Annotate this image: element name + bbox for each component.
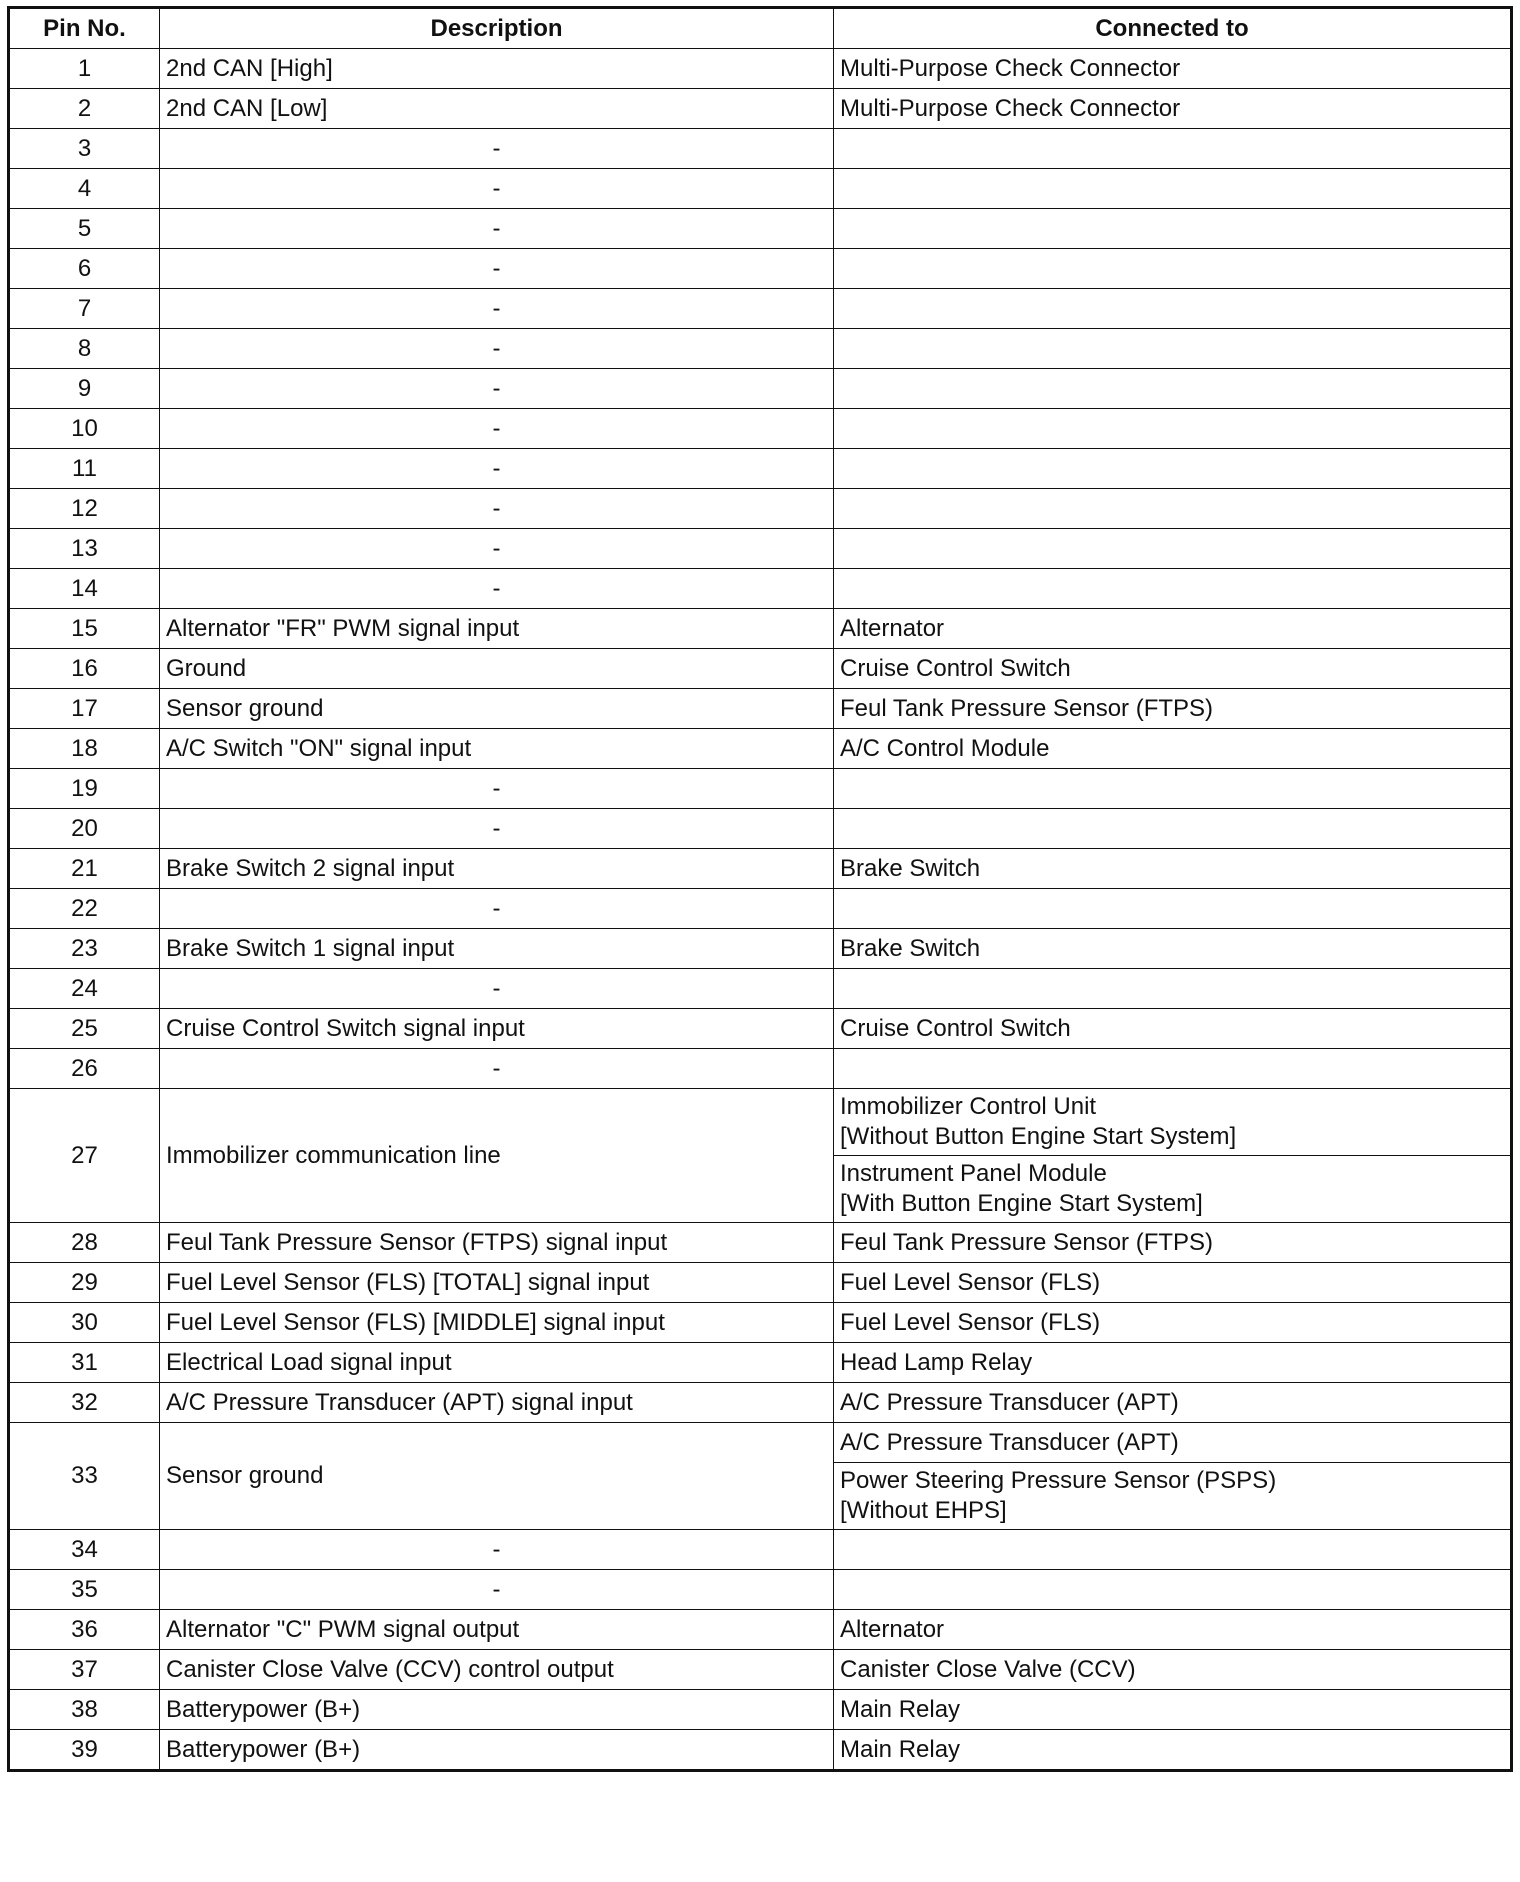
pin-number-cell: 11 <box>9 449 160 489</box>
description-cell: Cruise Control Switch signal input <box>160 1009 834 1049</box>
connected-to-line: [Without Button Engine Start System] <box>840 1123 1237 1150</box>
connected-to-cell: Main Relay <box>834 1730 1512 1771</box>
description-cell: - <box>160 889 834 929</box>
description-cell: - <box>160 329 834 369</box>
description-cell: - <box>160 1570 834 1610</box>
description-cell: - <box>160 449 834 489</box>
table-row <box>9 1530 1512 1570</box>
pin-number-cell: 13 <box>9 529 160 569</box>
connected-to-cell <box>834 409 1512 449</box>
connected-to-line: Instrument Panel Module <box>840 1160 1107 1187</box>
pin-number-cell: 37 <box>9 1650 160 1690</box>
pin-number-cell: 31 <box>9 1343 160 1383</box>
description-cell: Immobilizer communication line <box>160 1089 834 1223</box>
table-row <box>9 489 1512 529</box>
table-row <box>9 1263 1512 1303</box>
header-connected-to: Connected to <box>834 8 1512 49</box>
connected-to-cell: Head Lamp Relay <box>834 1343 1512 1383</box>
pin-number-cell: 12 <box>9 489 160 529</box>
pin-number-cell: 23 <box>9 929 160 969</box>
pin-number-cell: 25 <box>9 1009 160 1049</box>
table-row <box>9 329 1512 369</box>
table-row <box>9 649 1512 689</box>
description-cell: A/C Switch "ON" signal input <box>160 729 834 769</box>
pin-number-cell: 38 <box>9 1690 160 1730</box>
table-row <box>9 769 1512 809</box>
description-cell: Batterypower (B+) <box>160 1730 834 1771</box>
connected-to-cell: Brake Switch <box>834 849 1512 889</box>
connected-to-cell: Fuel Level Sensor (FLS) <box>834 1263 1512 1303</box>
connected-to-cell: Alternator <box>834 1610 1512 1650</box>
connected-to-line: [With Button Engine Start System] <box>840 1190 1203 1217</box>
pin-number-cell: 2 <box>9 89 160 129</box>
table-row <box>9 889 1512 929</box>
description-cell: 2nd CAN [High] <box>160 49 834 89</box>
table-row <box>9 289 1512 329</box>
table-row <box>9 969 1512 1009</box>
connected-to-cell <box>834 129 1512 169</box>
connected-to-cell <box>834 569 1512 609</box>
description-cell: - <box>160 1530 834 1570</box>
pin-number-cell: 35 <box>9 1570 160 1610</box>
description-cell: - <box>160 1049 834 1089</box>
table-row <box>9 449 1512 489</box>
table-row <box>9 729 1512 769</box>
connected-to-line: A/C Pressure Transducer (APT) <box>840 1428 1179 1456</box>
connected-to-cell: Multi-Purpose Check Connector <box>834 89 1512 129</box>
pin-number-cell: 17 <box>9 689 160 729</box>
connected-to-line: Power Steering Pressure Sensor (PSPS) <box>840 1467 1277 1494</box>
description-cell: Ground <box>160 649 834 689</box>
connected-to-cell <box>834 489 1512 529</box>
table-row <box>9 849 1512 889</box>
description-cell: Fuel Level Sensor (FLS) [MIDDLE] signal input <box>160 1303 834 1343</box>
description-cell: Feul Tank Pressure Sensor (FTPS) signal input <box>160 1223 834 1263</box>
connected-to-cell: Feul Tank Pressure Sensor (FTPS) <box>834 1223 1512 1263</box>
connected-to-line: Immobilizer Control Unit <box>840 1093 1097 1120</box>
table-row <box>9 1089 1512 1156</box>
table-row <box>9 49 1512 89</box>
table-row <box>9 169 1512 209</box>
pin-number-cell: 9 <box>9 369 160 409</box>
connected-to-cell: Main Relay <box>834 1690 1512 1730</box>
table-row <box>9 569 1512 609</box>
connected-to-cell: Fuel Level Sensor (FLS) <box>834 1303 1512 1343</box>
table-row <box>9 369 1512 409</box>
table-row <box>9 1730 1512 1771</box>
pin-number-cell: 6 <box>9 249 160 289</box>
connected-to-cell <box>834 209 1512 249</box>
description-cell: - <box>160 529 834 569</box>
table-row <box>9 409 1512 449</box>
description-cell: Batterypower (B+) <box>160 1690 834 1730</box>
table-row <box>9 209 1512 249</box>
pin-number-cell: 39 <box>9 1730 160 1771</box>
connected-to-line: [Without EHPS] <box>840 1497 1007 1524</box>
table-row <box>9 249 1512 289</box>
connected-to-cell <box>834 1423 1512 1463</box>
connected-to-cell <box>834 969 1512 1009</box>
table-row <box>9 1009 1512 1049</box>
description-cell: - <box>160 209 834 249</box>
connected-to-cell: Cruise Control Switch <box>834 649 1512 689</box>
connected-to-cell <box>834 369 1512 409</box>
description-cell: 2nd CAN [Low] <box>160 89 834 129</box>
description-cell: - <box>160 969 834 1009</box>
connected-to-cell <box>834 289 1512 329</box>
pin-number-cell: 14 <box>9 569 160 609</box>
connected-to-cell <box>834 889 1512 929</box>
description-cell: - <box>160 769 834 809</box>
table-header <box>9 8 1512 49</box>
table-body <box>9 49 1512 1771</box>
pin-number-cell: 19 <box>9 769 160 809</box>
pin-number-cell: 18 <box>9 729 160 769</box>
connected-to-cell <box>834 1570 1512 1610</box>
description-cell: - <box>160 489 834 529</box>
pin-number-cell: 7 <box>9 289 160 329</box>
pin-number-cell: 5 <box>9 209 160 249</box>
description-cell: - <box>160 249 834 289</box>
pin-number-cell: 32 <box>9 1383 160 1423</box>
description-cell: Canister Close Valve (CCV) control output <box>160 1650 834 1690</box>
table-row <box>9 1049 1512 1089</box>
description-cell: Alternator "C" PWM signal output <box>160 1610 834 1650</box>
table-row <box>9 89 1512 129</box>
connected-to-cell <box>834 169 1512 209</box>
description-cell: A/C Pressure Transducer (APT) signal input <box>160 1383 834 1423</box>
connected-to-cell <box>834 1049 1512 1089</box>
connected-to-cell: A/C Control Module <box>834 729 1512 769</box>
table-row <box>9 609 1512 649</box>
pin-number-cell: 4 <box>9 169 160 209</box>
connected-to-cell <box>834 249 1512 289</box>
table-row <box>9 129 1512 169</box>
pin-table <box>7 6 1513 1772</box>
connected-to-cell <box>834 769 1512 809</box>
pin-number-cell: 33 <box>9 1423 160 1530</box>
description-cell: Sensor ground <box>160 689 834 729</box>
description-cell: - <box>160 809 834 849</box>
table-row <box>9 1223 1512 1263</box>
connected-to-cell <box>834 329 1512 369</box>
table-row <box>9 1650 1512 1690</box>
table-row <box>9 689 1512 729</box>
table-row <box>9 1610 1512 1650</box>
description-cell: - <box>160 569 834 609</box>
description-cell: Fuel Level Sensor (FLS) [TOTAL] signal input <box>160 1263 834 1303</box>
table-row <box>9 1423 1512 1463</box>
table-row <box>9 529 1512 569</box>
table-row <box>9 1343 1512 1383</box>
table-row <box>9 929 1512 969</box>
pin-number-cell: 24 <box>9 969 160 1009</box>
pin-number-cell: 27 <box>9 1089 160 1223</box>
pin-number-cell: 29 <box>9 1263 160 1303</box>
connected-to-cell <box>834 529 1512 569</box>
header-pin: Pin No. <box>9 8 160 49</box>
description-cell: Brake Switch 1 signal input <box>160 929 834 969</box>
table-row <box>9 809 1512 849</box>
connected-to-cell <box>834 449 1512 489</box>
table-row <box>9 1690 1512 1730</box>
header-description: Description <box>160 8 834 49</box>
connected-to-cell: Cruise Control Switch <box>834 1009 1512 1049</box>
pin-number-cell: 16 <box>9 649 160 689</box>
pin-number-cell: 3 <box>9 129 160 169</box>
table-row <box>9 1570 1512 1610</box>
pin-number-cell: 15 <box>9 609 160 649</box>
pin-number-cell: 36 <box>9 1610 160 1650</box>
pin-number-cell: 30 <box>9 1303 160 1343</box>
description-cell: - <box>160 289 834 329</box>
description-cell: Sensor ground <box>160 1423 834 1530</box>
connected-to-cell <box>834 1156 1512 1223</box>
table-row <box>9 1383 1512 1423</box>
connected-to-cell <box>834 1463 1512 1530</box>
connected-to-cell <box>834 809 1512 849</box>
pin-number-cell: 28 <box>9 1223 160 1263</box>
table-row <box>9 1303 1512 1343</box>
description-cell: - <box>160 369 834 409</box>
connected-to-cell <box>834 1089 1512 1156</box>
description-cell: - <box>160 409 834 449</box>
connected-to-cell: Canister Close Valve (CCV) <box>834 1650 1512 1690</box>
description-cell: - <box>160 169 834 209</box>
pin-number-cell: 20 <box>9 809 160 849</box>
pin-number-cell: 10 <box>9 409 160 449</box>
description-cell: Electrical Load signal input <box>160 1343 834 1383</box>
connected-to-cell: Brake Switch <box>834 929 1512 969</box>
description-cell: Alternator "FR" PWM signal input <box>160 609 834 649</box>
pin-number-cell: 21 <box>9 849 160 889</box>
pin-number-cell: 1 <box>9 49 160 89</box>
pin-number-cell: 34 <box>9 1530 160 1570</box>
connected-to-cell: Multi-Purpose Check Connector <box>834 49 1512 89</box>
description-cell: Brake Switch 2 signal input <box>160 849 834 889</box>
description-cell: - <box>160 129 834 169</box>
connected-to-cell: Alternator <box>834 609 1512 649</box>
pin-number-cell: 8 <box>9 329 160 369</box>
connected-to-cell: Feul Tank Pressure Sensor (FTPS) <box>834 689 1512 729</box>
header-row <box>9 8 1512 49</box>
pin-number-cell: 26 <box>9 1049 160 1089</box>
connected-to-cell <box>834 1530 1512 1570</box>
pin-number-cell: 22 <box>9 889 160 929</box>
connected-to-cell: A/C Pressure Transducer (APT) <box>834 1383 1512 1423</box>
